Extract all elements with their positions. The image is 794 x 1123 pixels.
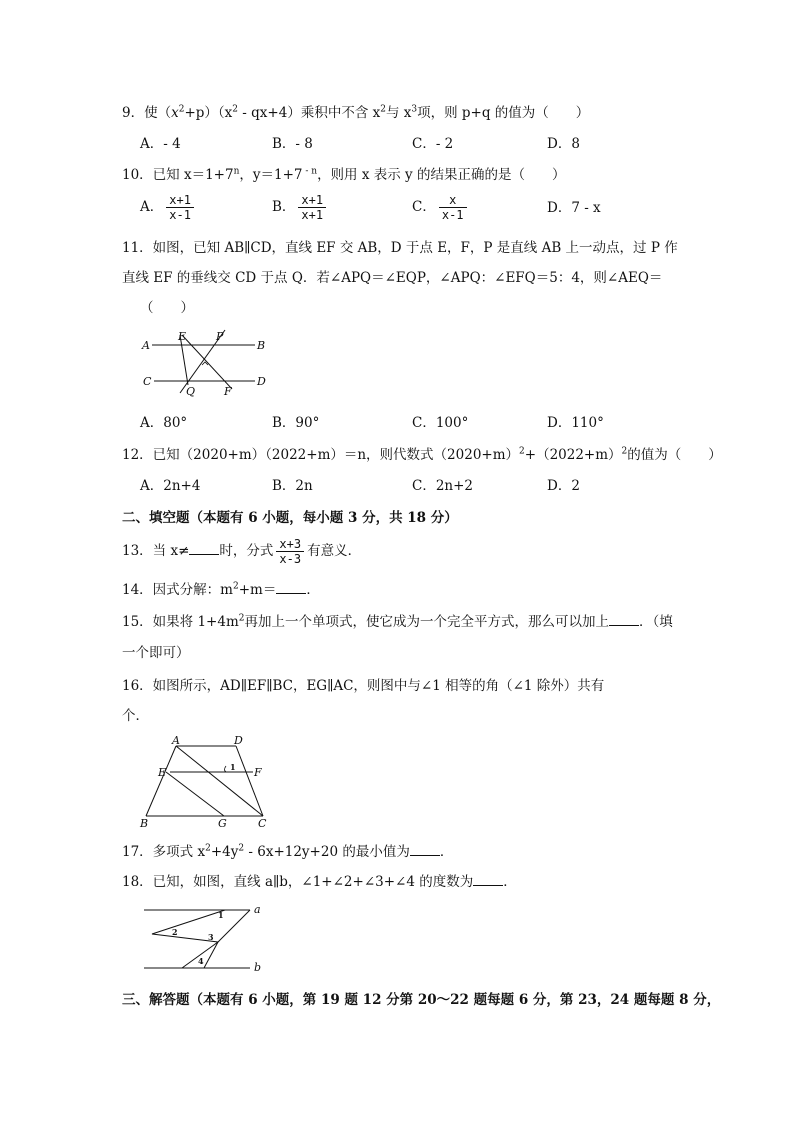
q10-option-a-label: A． [140,199,164,215]
q12-sup-1: 2 [519,446,525,457]
q10-option-c [412,193,470,222]
question-10-stem [122,165,565,185]
q16-figure [138,736,278,828]
q13-fraction [276,537,304,566]
question-13-stem [122,537,361,566]
q18-zigzag [152,910,225,968]
question-11-line-1: 11．如图，已知 AB∥CD，直线 EF 交 AB，D 于点 E，F，P 是直线 AB 上一动点，过 P 作 [122,240,678,256]
q10-option-b-fraction [298,193,326,222]
q13-answer-blank[interactable] [189,542,219,555]
q10-sup-1: n [233,166,240,177]
q16-label-d: D [234,736,243,747]
q17-text-f: ． [439,844,454,860]
q18-angle-3-label: 3 [208,932,214,942]
question-18-stem [122,872,517,892]
q15-answer-blank[interactable] [609,613,639,626]
q15-text-a: 15．如果将 1+4m [122,614,239,630]
q9-text-d: +p）（x [184,105,233,121]
q16-text-end: 个． [122,708,149,724]
q14-text-a: 14．因式分解：m [122,582,233,598]
q17-text-e: - 6x+12y+20 的最小值为 [244,844,410,860]
q9-text-h: 与 x [385,105,412,121]
q9-text-f: - qx+4）乘积中不含 x [238,105,381,121]
q11-option-c: C．100° [412,415,469,431]
q13-text-b: 时，分式 [219,543,274,559]
q13-text-a: 13．当 x≠ [122,543,190,559]
q18-label-b: b [254,961,262,974]
q10-c-numerator: x [439,193,467,208]
q11-option-d: D．110° [547,415,604,431]
q18-figure [140,900,270,976]
q16-angle-mark [225,766,227,772]
q17-text-c: +4y [210,844,239,860]
q10-a-denominator: x-1 [169,208,191,222]
q9-option-b: B．- 8 [272,136,313,152]
q15-text-d: ．（填 [639,614,673,630]
q10-option-a-fraction [166,193,194,222]
q16-label-a: A [172,736,180,747]
q13-denominator: x-3 [279,552,302,566]
q9-text-b: x [171,105,179,121]
q11-option-b: B．90° [272,415,320,431]
q16-label-g: G [218,817,227,828]
q12-option-b: B．2n [272,478,313,494]
q10-text-c: ，y＝1+7 [239,167,303,183]
q9-sup-2: 2 [232,104,239,115]
q9-sup-3: 2 [380,104,386,115]
question-16-line-2 [122,706,149,726]
q11-label-a: A [142,339,150,352]
q10-text-a: 10．已知 x＝1+7 [122,167,234,183]
q10-text-e: ，则用 x 表示 y 的结果正确的是（ ） [317,167,566,183]
q16-label-e: E [158,766,167,779]
q11-option-a: A．80° [140,415,188,431]
q11-figure [140,325,270,400]
q10-option-b [272,193,329,222]
section-2-heading: 二、填空题（本题有 6 小题，每小题 3 分，共 18 分） [122,510,458,526]
q12-sup-2: 2 [621,446,628,457]
q9-sup-1: 2 [178,104,185,115]
q11-label-e: E [178,330,187,343]
q11-label-d: D [257,375,266,388]
q18-angle-2-label: 2 [172,927,178,937]
q16-label-c: C [258,817,267,828]
q11-label-q: Q [186,385,196,398]
q18-label-a: a [254,903,261,916]
q16-angle-1-label: 1 [230,762,236,772]
q17-sup-2: 2 [238,843,245,854]
q12-option-a: A．2n+4 [140,478,201,494]
q13-text-c: 有意义． [307,543,362,559]
q10-option-c-label: C． [412,199,436,215]
q10-b-numerator: x+1 [298,193,326,208]
q17-text-a: 17．多项式 x [122,844,206,860]
q16-label-b: B [140,817,149,828]
q18-transversal-2 [204,942,218,968]
q9-sup-4: 3 [411,104,418,115]
q12-option-c: C．2n+2 [412,478,474,494]
question-9-stem [122,103,589,123]
q17-answer-blank[interactable] [410,843,440,856]
section-3-heading: 三、解答题（本题有 6 小题，第 19 题 12 分第 20～22 题每题 6 分，第 23，24 题每题 8 分， [122,992,721,1008]
question-16-line-1: 16．如图所示，AD∥EF∥BC，EG∥AC，则图中与∠1 相等的角（∠1 除外）共有 [122,678,605,694]
q15-text-c: 再加上一个单项式，使它成为一个完全平方式，那么可以加上 [244,614,609,630]
q16-line-ab [146,746,176,816]
q18-text-a: 18．已知，如图，直线 a∥b，∠1+∠2+∠3+∠4 的度数为 [122,874,474,890]
q10-sup-2: - n [302,166,318,177]
q9-option-c: C．- 2 [412,136,454,152]
q17-sup-1: 2 [205,843,211,854]
q16-label-f: F [254,766,262,779]
q13-numerator: x+3 [276,537,304,552]
q10-option-a [140,193,197,222]
question-12-stem [122,445,722,465]
q14-answer-blank[interactable] [276,581,306,594]
q12-option-d: D．2 [547,478,580,494]
q10-a-numerator: x+1 [166,193,194,208]
question-15-line-2: 一个即可） [122,645,190,661]
q11-label-f: F [224,385,232,398]
q15-sup-1: 2 [238,613,245,624]
q12-text-e: 的值为（ ） [627,447,722,463]
q18-answer-blank[interactable] [473,873,503,886]
question-15-line-1 [122,612,673,632]
q18-angle-4-label: 4 [198,956,204,966]
question-14-stem [122,580,320,600]
q10-option-c-fraction [439,193,467,222]
question-17-stem [122,842,453,862]
q12-text-a: 12．已知（2020+m）（2022+m）＝n，则代数式（2020+m） [122,447,520,463]
q18-text-b: ． [503,874,517,890]
q11-label-p: P [216,330,224,343]
q14-text-c: +m＝ [238,582,277,598]
q16-line-eg [166,772,224,816]
question-11-line-2: 直线 EF 的垂线交 CD 于点 Q．若∠APQ＝∠EQP，∠APQ：∠EFQ＝5：4，则∠AEQ＝ [122,270,663,286]
q11-label-b: B [257,339,266,352]
q11-label-c: C [143,375,152,388]
q10-b-denominator: x+1 [301,208,324,222]
q9-option-d: D．8 [547,136,580,152]
q9-text-j: 项，则 p+q 的值为（ ） [417,105,590,121]
question-11-line-3: （ ） [140,300,194,316]
q9-option-a: A．- 4 [140,136,181,152]
q18-angle-1-label: 1 [218,910,224,920]
q10-option-d: D．7 - x [547,200,601,216]
q9-text-a: 9．使（ [122,105,172,121]
q10-option-b-label: B． [272,199,296,215]
q12-text-c: +（2022+m） [524,447,622,463]
q14-sup-1: 2 [232,581,239,592]
q10-c-denominator: x-1 [441,208,464,222]
q14-text-d: ． [306,582,320,598]
